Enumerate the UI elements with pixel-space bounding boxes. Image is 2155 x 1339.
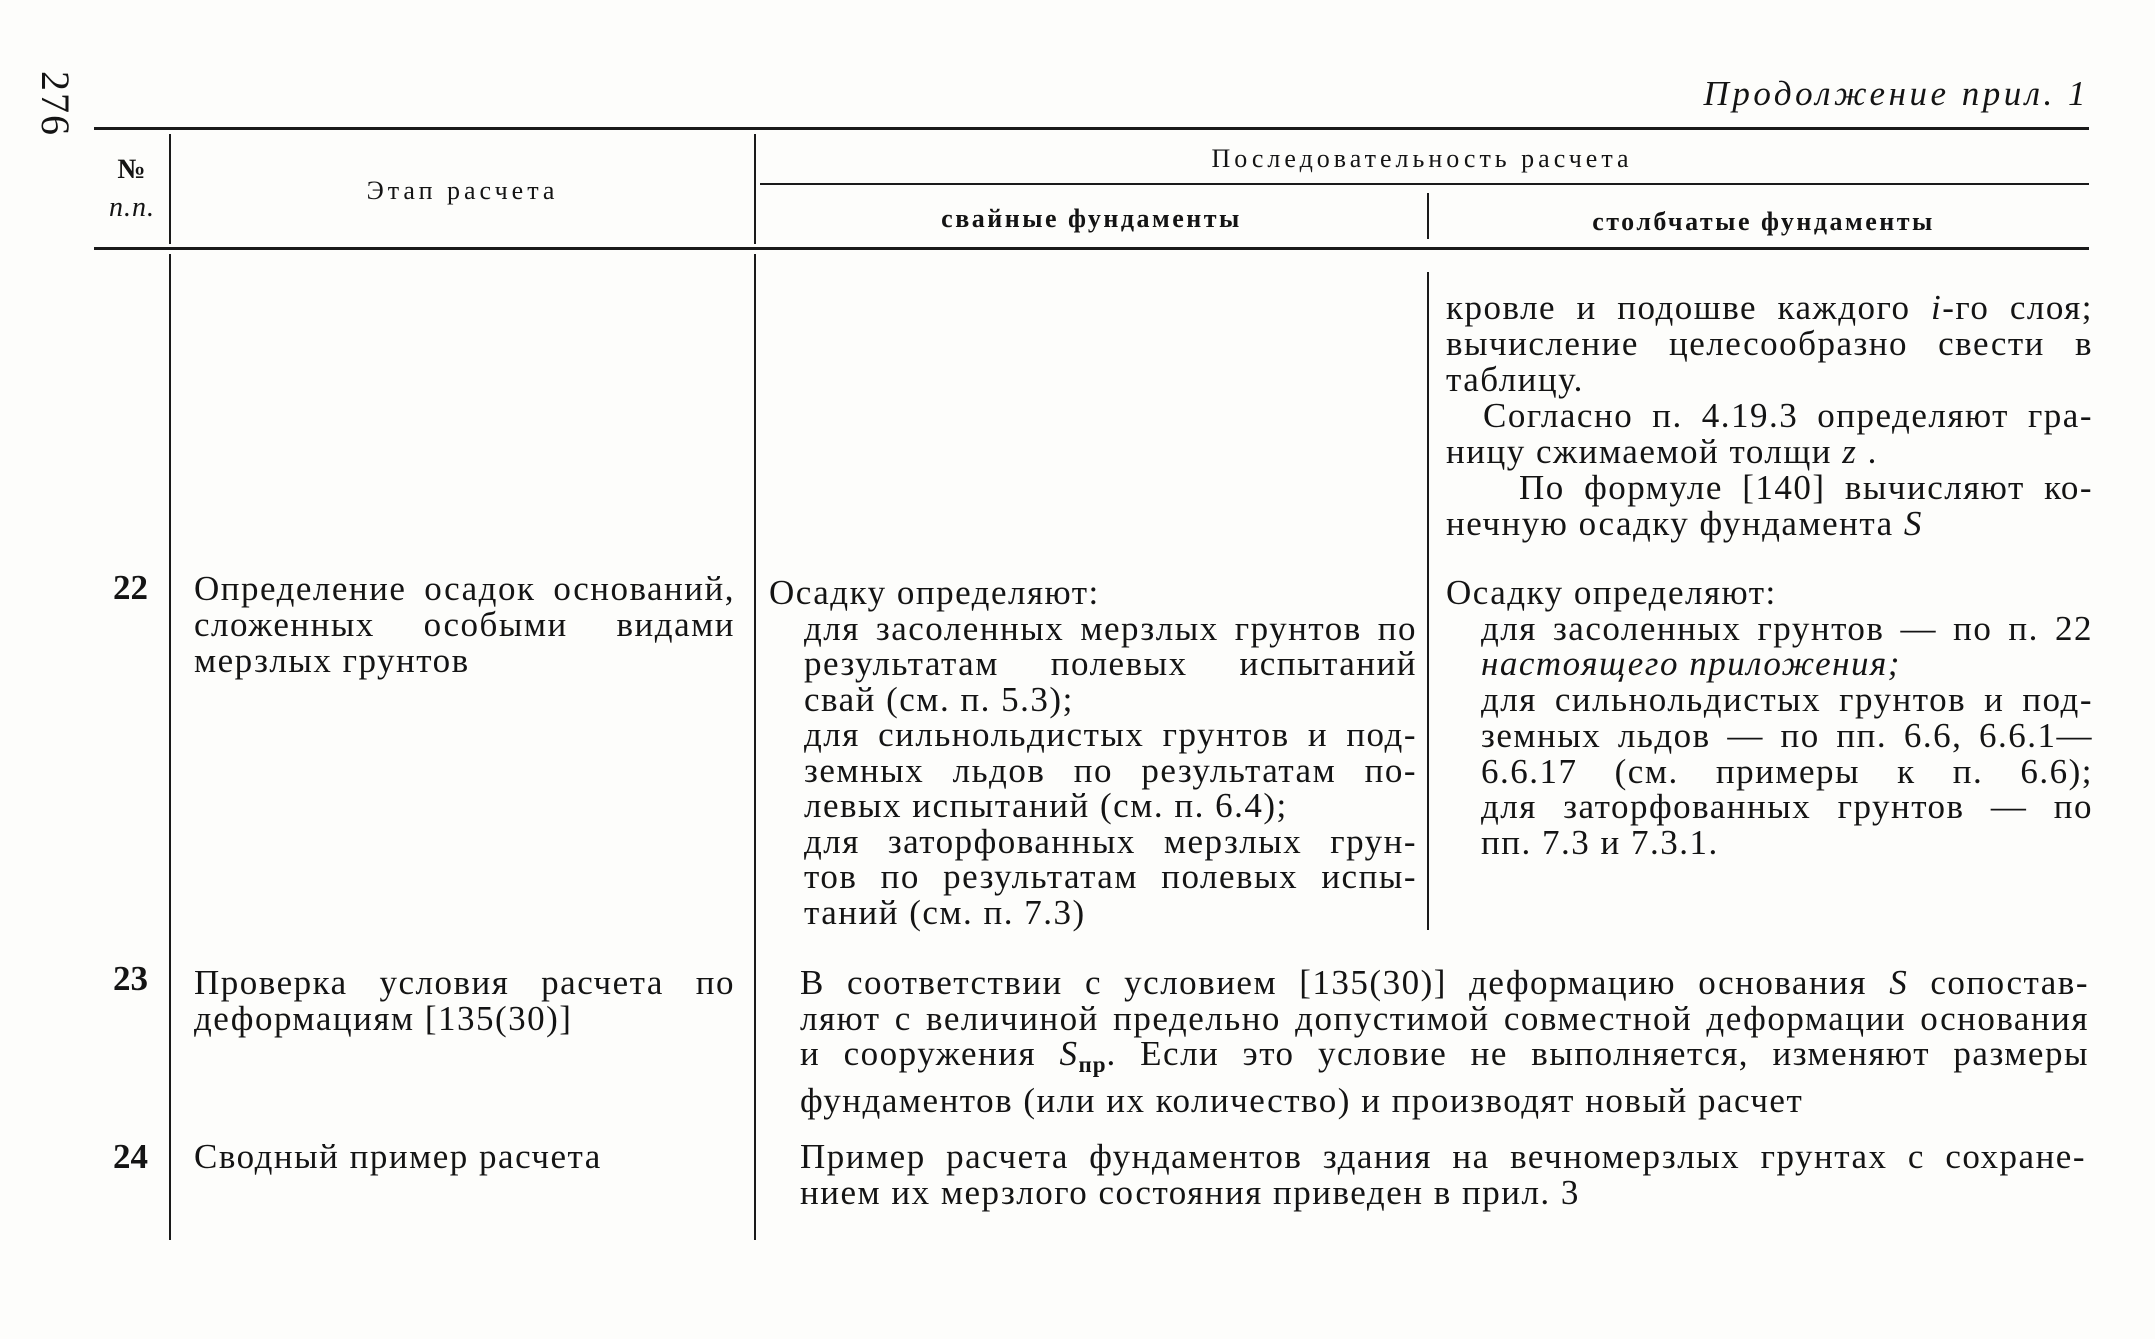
cell-line: пп. 7.3 и 7.3.1. [1481,822,1719,862]
cell-line: фундаментов (или их количество) и производят новый расчет [800,1080,1804,1120]
table-rule-header-bottom [94,247,2089,250]
cell-line [1446,434,2093,470]
row-number: 24 [113,1137,148,1176]
cell-line: тов по результатам полевых испы- [804,857,1417,896]
cell-line: мерзлых грунтов [194,641,470,680]
cell-line: для сильнольдистых грунтов и под- [804,715,1417,754]
math-variable: S [1889,963,1909,1002]
row-number: 23 [113,959,148,998]
row-continuation-column-cell [1446,290,2093,542]
cell-line: для сильнольдистых грунтов и под- [1481,680,2093,720]
cell-line [800,1036,2089,1083]
cell-line: Проверка условия расчета по [194,963,735,1002]
cell-line: таний (см. п. 7.3) [804,892,1086,932]
table-rule-vertical [169,254,171,1240]
math-variable: S [1059,1034,1079,1073]
cell-line: По формуле [140] вычисляют ко- [1519,468,2093,507]
header-stage: Этап расчета [366,176,559,205]
cell-line: для засоленных мерзлых грунтов по [804,608,1417,648]
cell-line: результатам полевых испытаний [804,644,1417,683]
cell-line: вычисление целесообразно свести в [1446,324,2093,363]
cell-line: ляют с величиной предельно допустимой совместной деформации основания [800,998,2089,1038]
text-segment: кровле и подошве каждого [1446,288,1931,327]
cell-line: левых испытаний (см. п. 6.4); [804,786,1288,825]
cell-line: свай (см. п. 5.3); [804,679,1074,719]
table-rule-vertical [1427,272,1429,930]
math-variable: z [1842,432,1858,471]
cell-line: 6.6.17 (см. примеры к п. 6.6); [1481,751,2093,791]
cell-line [1446,506,2093,542]
cell-line: нием их мерзлого состояния приведен в прил. 3 [800,1172,1580,1212]
cell-line: Сводный пример расчета [194,1137,602,1176]
continuation-label: Продолжение прил. 1 [1703,74,2089,113]
math-variable: i [1931,288,1943,327]
cell-line: земных льдов — по пп. 6.6, 6.6.1— [1481,715,2093,755]
math-variable: S [1903,504,1923,543]
cell-line: земных льдов по результатам по- [804,750,1417,790]
cell-line [800,965,2089,1001]
text-segment: . [1857,432,1878,471]
table-rule-top [94,127,2089,130]
table-rule-header-middle [760,183,2089,185]
text-segment: -го слоя; [1942,288,2093,327]
cell-line [1446,290,2093,326]
text-segment: нечную осадку фундамента [1446,504,1904,543]
cell-line: сложенных особыми видами [194,605,735,644]
header-column-foundations: столбчатые фундаменты [1592,207,1935,236]
cell-line: Определение осадок оснований, [194,569,735,608]
cell-line: Согласно п. 4.19.3 определяют гра- [1483,396,2093,435]
cell-line: таблицу. [1446,360,1584,399]
cell-line: для заторфованных мерзлых грун- [804,821,1417,861]
row-22-column-cell [1446,575,2093,861]
text-segment: сопостав- [1908,963,2089,1002]
text-segment: . Если это условие не выполняется, изменяют размеры [1106,1034,2089,1073]
header-number-sign: № [117,154,147,185]
row-23-stage-cell [194,965,735,1036]
cell-line: настоящего приложения; [1481,644,1901,684]
cell-line: деформациям [135(30)] [194,998,573,1038]
cell-line: Пример расчета фундаментов здания на вечномерзлых грунтах с сохране- [800,1137,2086,1176]
text-segment: В соответствии с условием [135(30)] деформацию основания [800,963,1890,1002]
header-number-abbr: п.п. [109,192,155,223]
row-22-stage-cell [194,571,735,679]
header-sequence: Последовательность расчета [1211,144,1633,173]
cell-lead: Осадку определяют: [769,573,1100,612]
row-number: 22 [113,568,148,607]
header-pile-foundations: свайные фундаменты [941,204,1242,233]
row-24-stage-cell [194,1139,735,1175]
header-number-column [94,151,170,227]
page-number: 276 [33,71,78,137]
cell-line: для заторфованных грунтов — по [1481,787,2093,827]
cell-lead: Осадку определяют: [1446,573,1777,612]
text-segment: ницу сжимаемой толщи [1446,432,1843,471]
cell-line: для засоленных грунтов — по п. 22 [1481,608,2093,648]
row-22-pile-cell [769,575,1417,930]
math-subscript: пр [1078,1052,1107,1077]
row-23-sequence-cell [800,965,2089,1118]
row-24-sequence-cell [800,1139,2086,1210]
table-rule-vertical [754,254,756,1240]
text-segment: и сооружения [800,1034,1060,1073]
